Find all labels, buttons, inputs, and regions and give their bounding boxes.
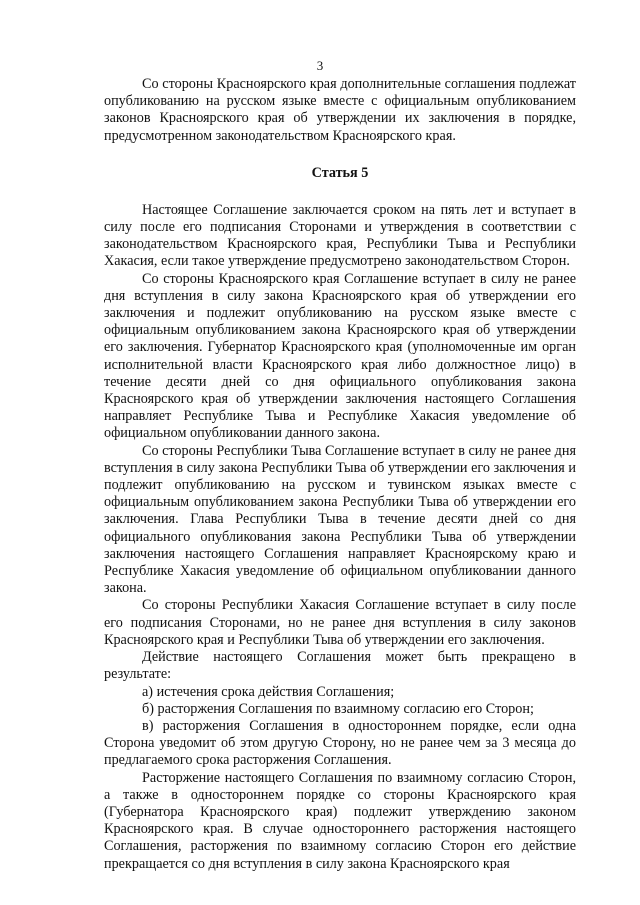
paragraph-krasnoyarsk: Со стороны Красноярского края Соглашение вступает в силу не ранее дня вступления в силу закона Красноярского края об утверждении его заключения и подлежит опубликованию на русском языке вместе с официальным опубликованием закона Красноярского края об утверждении его заключения. Губернатор Красноярского края (уполномоченные им орган исполнительной власти Красноярского края либо должностное лицо) в течение десяти дней со дня официального опубликования закона Красноярского края об утверждении заключения настоящего Соглашения направляет Республике Тыва и Республике Хакасия уведомление об официальном опубликовании данного закона.	[104, 270, 576, 442]
paragraph-khakassia: Со стороны Республики Хакасия Соглашение вступает в силу после его подписания Сторонами, но не ранее дня вступления в силу законов Красноярского края и Республики Тыва об утверждении его заключения.	[104, 597, 576, 648]
page-number: 3	[316, 58, 324, 73]
list-item-b: б) расторжения Соглашения по взаимному согласию его Сторон;	[142, 700, 534, 717]
paragraph-tyva: Со стороны Республики Тыва Соглашение вступает в силу не ранее дня вступления в силу закона Республики Тыва об утверждении его заключения и подлежит опубликованию на русском и тувинском языках вместе с официальным опубликованием закона Республики Тыва об утверждении его заключения. Глава Республики Тыва в течение десяти дней со дня официального опубликования закона Республики Тыва об утверждении заключения настоящего Соглашения направляет Красноярскому краю и Республике Хакасия уведомление об официальном опубликовании данного закона.	[104, 442, 576, 597]
list-item-c: в) расторжения Соглашения в одностороннем порядке, если одна Сторона уведомит об этом другую Сторону, но не ранее чем за 3 месяца до предлагаемого срока расторжения Соглашения.	[104, 717, 576, 769]
article-heading: Статья 5	[311, 164, 369, 181]
intro-paragraph: Со стороны Красноярского края дополнительные соглашения подлежат опубликованию на русском языке вместе с официальным опубликованием законов Красноярского края об утверждении их заключения в порядке, предусмотренном законодательством Красноярского края.	[104, 76, 576, 144]
list-item-a: а) истечения срока действия Соглашения;	[142, 683, 395, 700]
paragraph-term: Настоящее Соглашение заключается сроком на пять лет и вступает в силу после его подписания Сторонами и утверждения в соответствии с законодательством Красноярского края, Республики Тыва и Республики Хакасия, если такое утверждение предусмотрено законодательством Сторон.	[104, 201, 576, 270]
paragraph-termination: Действие настоящего Соглашения может быть прекращено в результате:	[104, 649, 576, 683]
paragraph-dissolution: Расторжение настоящего Соглашения по взаимному согласию Сторон, а также в одностороннем порядке со стороны Красноярского края (Губернатора Красноярского края) подлежит утверждению законом Красноярского края. В случае одностороннего расторжения настоящего Соглашения, расторжения по взаимному согласию Сторон его действие прекращается со дня вступления в силу закона Красноярского края	[104, 769, 576, 872]
document-body	[104, 76, 576, 873]
